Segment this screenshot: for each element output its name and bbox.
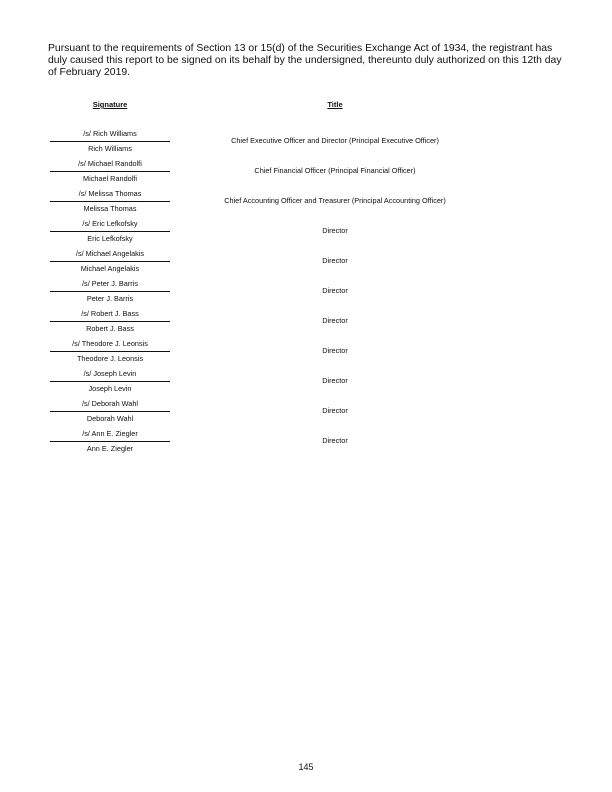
signature-row xyxy=(50,366,470,396)
signer-name: Rich Williams xyxy=(88,144,132,153)
signature-row xyxy=(50,186,470,216)
signature-line: /s/ Eric Lefkofsky xyxy=(50,219,170,232)
signer-title: Director xyxy=(322,286,348,295)
signature-row xyxy=(50,156,470,186)
signer-name: Theodore J. Leonsis xyxy=(76,354,144,363)
signature-row xyxy=(50,396,470,426)
signature-line: /s/ Ann E. Ziegler xyxy=(50,429,170,442)
signature-row xyxy=(50,276,470,306)
authorization-paragraph: Pursuant to the requirements of Section 13 or 15(d) of the Securities Exchange Act of 1934, the registrant has duly caused this report to be signed on its behalf by the undersigned, thereunto duly authorized on this 12th day of February 2019. xyxy=(48,43,562,79)
signer-name: Deborah Wahl xyxy=(86,414,134,423)
signer-title: Chief Financial Officer (Principal Financial Officer) xyxy=(254,166,416,175)
signature-row xyxy=(50,246,470,276)
signature-line: /s/ Michael Randolfi xyxy=(50,159,170,172)
signer-title: Director xyxy=(322,406,348,415)
signer-title: Director xyxy=(322,346,348,355)
signature-row xyxy=(50,336,470,366)
signer-title: Director xyxy=(322,256,348,265)
signer-title: Director xyxy=(322,436,348,445)
signer-name: Michael Angelakis xyxy=(80,264,140,273)
signature-line: /s/ Deborah Wahl xyxy=(50,399,170,412)
signature-row xyxy=(50,306,470,336)
signature-column-header: Signature xyxy=(92,100,128,109)
signer-name: Joseph Levin xyxy=(88,384,132,393)
signature-line: /s/ Michael Angelakis xyxy=(50,249,170,262)
signer-name: Melissa Thomas xyxy=(83,204,137,213)
signature-line: /s/ Melissa Thomas xyxy=(50,189,170,202)
signer-title: Chief Executive Officer and Director (Principal Executive Officer) xyxy=(231,136,439,145)
signer-name: Michael Randolfi xyxy=(83,174,137,183)
signer-name: Robert J. Bass xyxy=(86,324,134,333)
signer-name: Ann E. Ziegler xyxy=(86,444,134,453)
page-number: 145 xyxy=(298,762,314,772)
signer-title: Director xyxy=(322,316,348,325)
signer-title: Director xyxy=(322,226,348,235)
signature-row xyxy=(50,126,470,156)
signature-line: /s/ Rich Williams xyxy=(50,129,170,142)
signature-row xyxy=(50,426,470,456)
signature-line: /s/ Joseph Levin xyxy=(50,369,170,382)
signature-table xyxy=(50,126,470,456)
signature-line: /s/ Peter J. Barris xyxy=(50,279,170,292)
signer-title: Director xyxy=(322,376,348,385)
signature-row xyxy=(50,216,470,246)
signer-name: Eric Lefkofsky xyxy=(87,234,133,243)
signer-title: Chief Accounting Officer and Treasurer (Principal Accounting Officer) xyxy=(224,196,446,205)
signer-name: Peter J. Barris xyxy=(86,294,134,303)
title-column-header: Title xyxy=(327,100,343,109)
signature-line: /s/ Robert J. Bass xyxy=(50,309,170,322)
signature-line: /s/ Theodore J. Leonsis xyxy=(50,339,170,352)
